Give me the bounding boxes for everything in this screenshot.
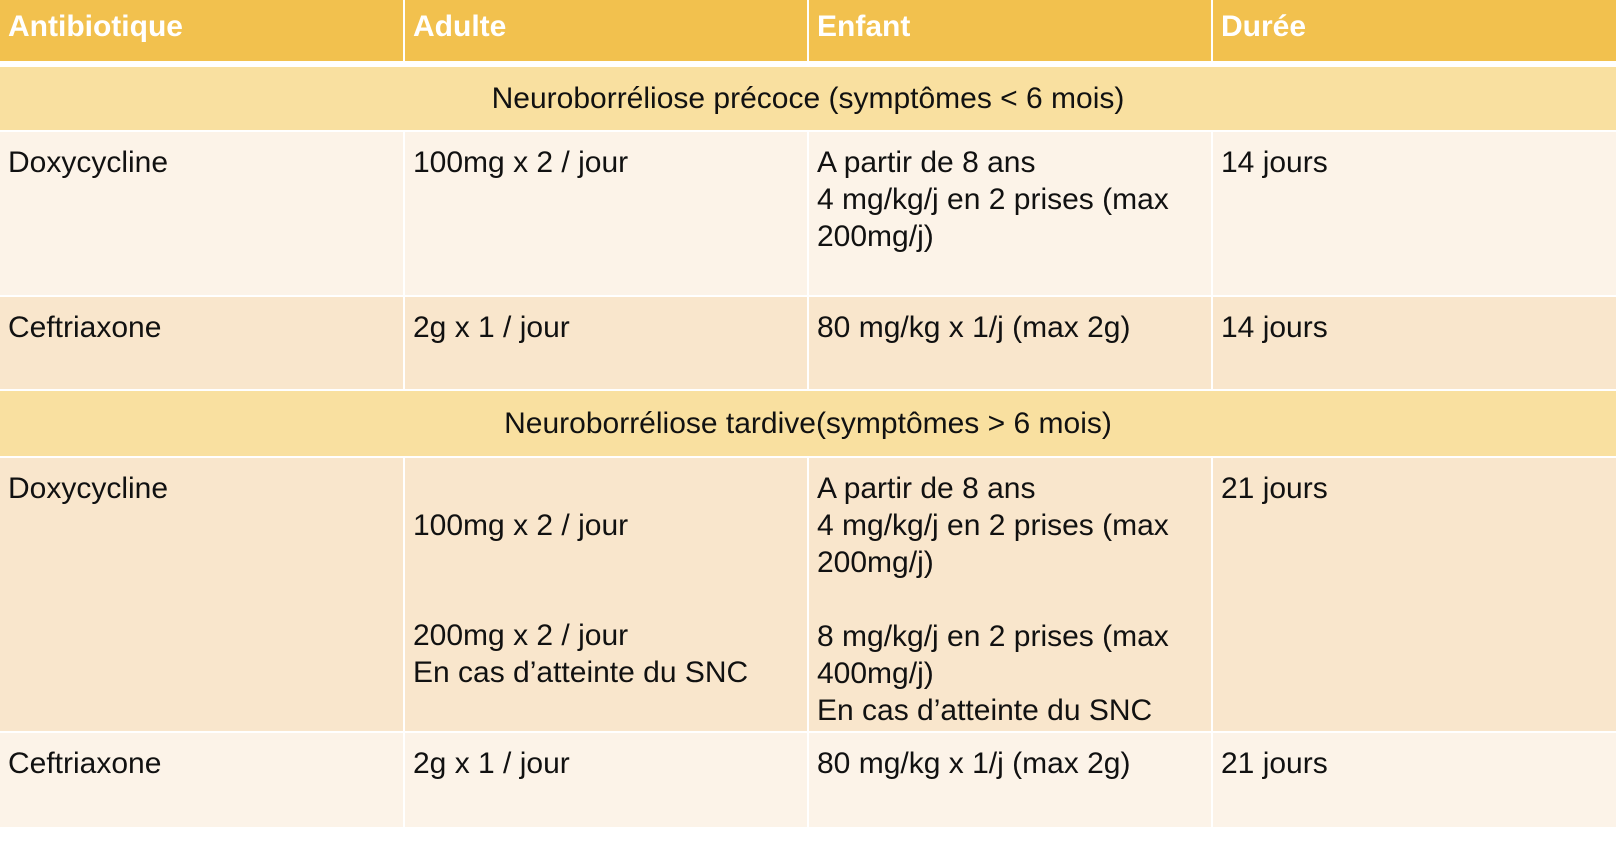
cell-child: 80 mg/kg x 1/j (max 2g) <box>808 296 1212 390</box>
cell-duration: 21 jours <box>1212 732 1616 827</box>
cell-adult: 2g x 1 / jour <box>404 732 808 827</box>
child-age-note: A partir de 8 ans <box>817 146 1036 179</box>
cell-child: 80 mg/kg x 1/j (max 2g) <box>808 732 1212 827</box>
child-snc-note: En cas d’atteinte du SNC <box>817 694 1153 727</box>
header-antibiotique: Antibiotique <box>0 0 404 64</box>
cell-antibiotic: Doxycycline <box>0 131 404 296</box>
child-dose-snc: 8 mg/kg/j en 2 prises (max 400mg/j) <box>817 620 1169 690</box>
header-adulte: Adulte <box>404 0 808 64</box>
table-header-row <box>0 0 1616 64</box>
cell-antibiotic: Ceftriaxone <box>0 732 404 827</box>
cell-adult: 100mg x 2 / jour <box>404 131 808 296</box>
table-row <box>0 131 1616 296</box>
header-duree: Durée <box>1212 0 1616 64</box>
cell-duration: 21 jours <box>1212 457 1616 732</box>
table-row <box>0 457 1616 732</box>
cell-duration: 14 jours <box>1212 131 1616 296</box>
cell-antibiotic: Doxycycline <box>0 457 404 732</box>
cell-adult: 2g x 1 / jour <box>404 296 808 390</box>
cell-child <box>808 457 1212 732</box>
cell-antibiotic: Ceftriaxone <box>0 296 404 390</box>
table-row <box>0 296 1616 390</box>
child-dose: 4 mg/kg/j en 2 prises (max 200mg/j) <box>817 183 1169 253</box>
adult-snc-note: En cas d’atteinte du SNC <box>413 656 749 689</box>
adult-dose-snc: 200mg x 2 / jour <box>413 619 629 652</box>
table-row <box>0 732 1616 827</box>
section-row-tardive <box>0 390 1616 457</box>
child-dose-standard: 4 mg/kg/j en 2 prises (max 200mg/j) <box>817 509 1169 579</box>
section-title-tardive: Neuroborréliose tardive(symptômes > 6 mois) <box>0 390 1616 457</box>
section-title-precoce: Neuroborréliose précoce (symptômes < 6 mois) <box>0 64 1616 131</box>
child-age-note: A partir de 8 ans <box>817 472 1036 505</box>
section-row-precoce <box>0 64 1616 131</box>
cell-duration: 14 jours <box>1212 296 1616 390</box>
cell-adult <box>404 457 808 732</box>
header-enfant: Enfant <box>808 0 1212 64</box>
adult-dose-standard: 100mg x 2 / jour <box>413 509 629 542</box>
cell-child <box>808 131 1212 296</box>
